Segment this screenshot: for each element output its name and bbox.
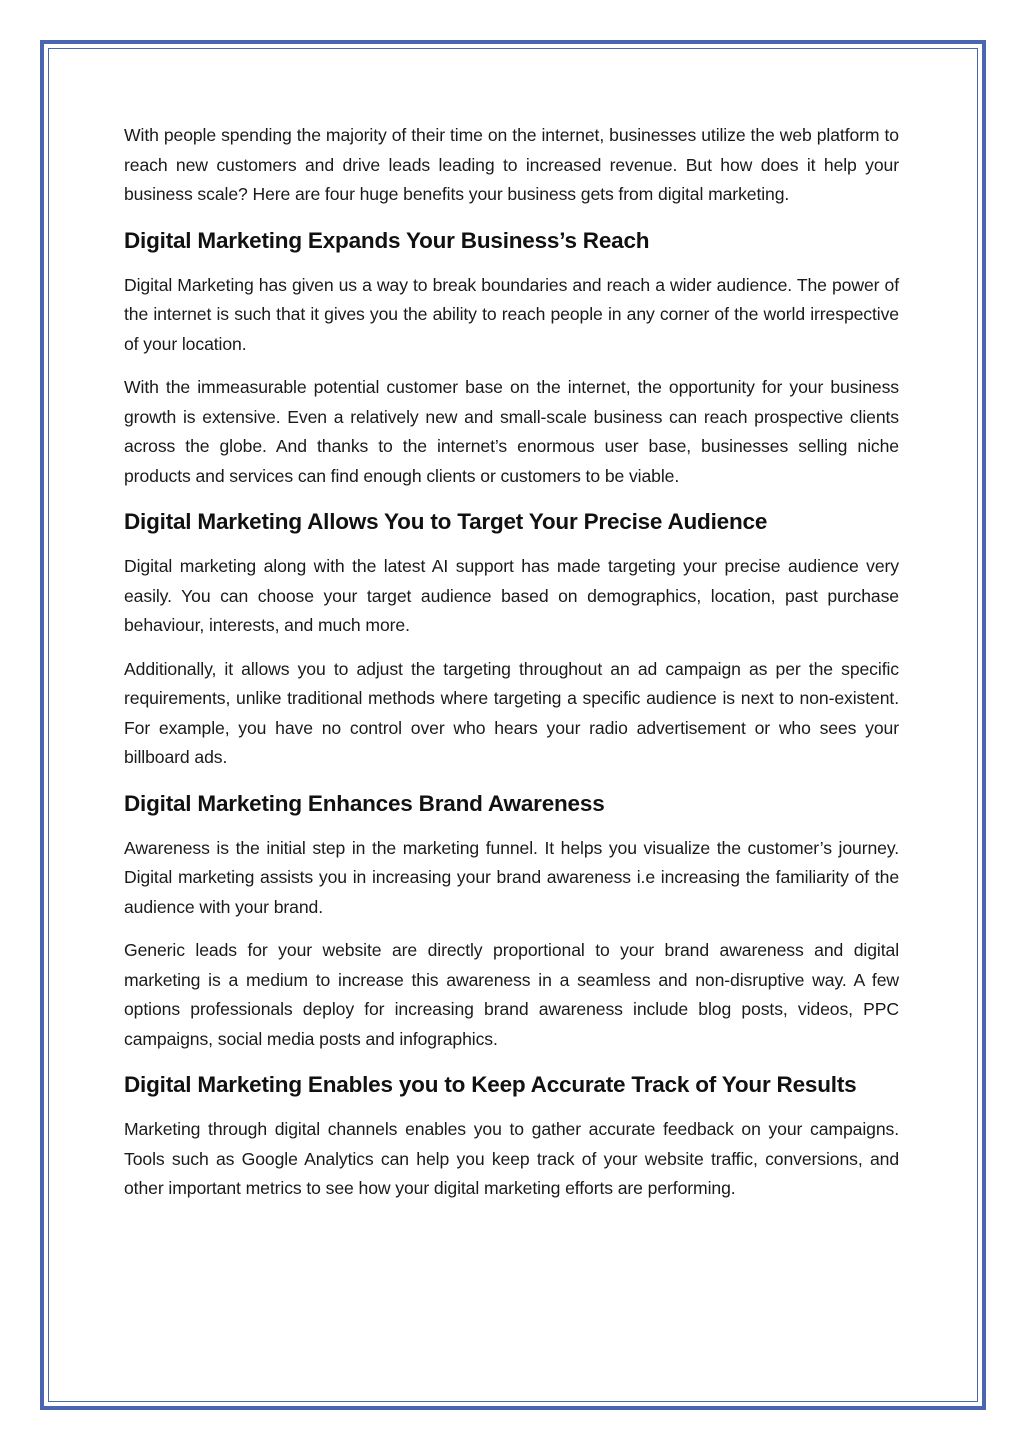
section-paragraph: Awareness is the initial step in the marketing funnel. It helps you visualize the customer’s journey. Digital marketing assists you in increasing your brand awareness i.e increasing the familiarity of the audience with your brand.	[124, 837, 899, 917]
section-paragraph: Additionally, it allows you to adjust the targeting throughout an ad campaign as per the specific requirements, unlike traditional methods where targeting a specific audience is next to non-existent. For example, you have no control over who hears your radio advertisement or who sees your billboard ads.	[124, 658, 899, 767]
section-paragraph: With the immeasurable potential customer base on the internet, the opportunity for your business growth is extensive. Even a relatively new and small-scale business can reach prospective clients across the globe. And thanks to the internet’s enormous user base, businesses selling niche products and services can find enough clients or customers to be viable.	[124, 377, 899, 486]
section-heading-brand-awareness: Digital Marketing Enhances Brand Awareness	[124, 790, 605, 816]
section-paragraph: Digital marketing along with the latest AI support has made targeting your precise audience very easily. You can choose your target audience based on demographics, location, past purchase behaviour, interests, and much more.	[124, 556, 899, 635]
intro-paragraph: With people spending the majority of their time on the internet, businesses utilize the web platform to reach new customers and drive leads leading to increased revenue. But how does it help your business scale? Here are four huge benefits your business gets from digital marketing.	[124, 125, 899, 204]
section-paragraph: Generic leads for your website are directly proportional to your brand awareness and digital marketing is a medium to increase this awareness in a seamless and non-disruptive way. A few options professionals deploy for increasing brand awareness include blog posts, videos, PPC campaigns, social media posts and infographics.	[124, 940, 899, 1049]
section-heading-target: Digital Marketing Allows You to Target Your Precise Audience	[124, 509, 768, 534]
section-heading-track-results: Digital Marketing Enables you to Keep Accurate Track of Your Results	[124, 1072, 857, 1097]
section-paragraph: Digital Marketing has given us a way to break boundaries and reach a wider audience. The power of the internet is such that it gives you the ability to reach people in any corner of the world irrespective of your location.	[124, 274, 899, 354]
section-heading-reach: Digital Marketing Expands Your Business’s Reach	[124, 227, 650, 253]
document-body	[124, 121, 899, 1218]
section-paragraph: Marketing through digital channels enables you to gather accurate feedback on your campaigns. Tools such as Google Analytics can help you keep track of your website traffic, conversions, and other important metrics to see how your digital marketing efforts are performing.	[124, 1119, 899, 1198]
